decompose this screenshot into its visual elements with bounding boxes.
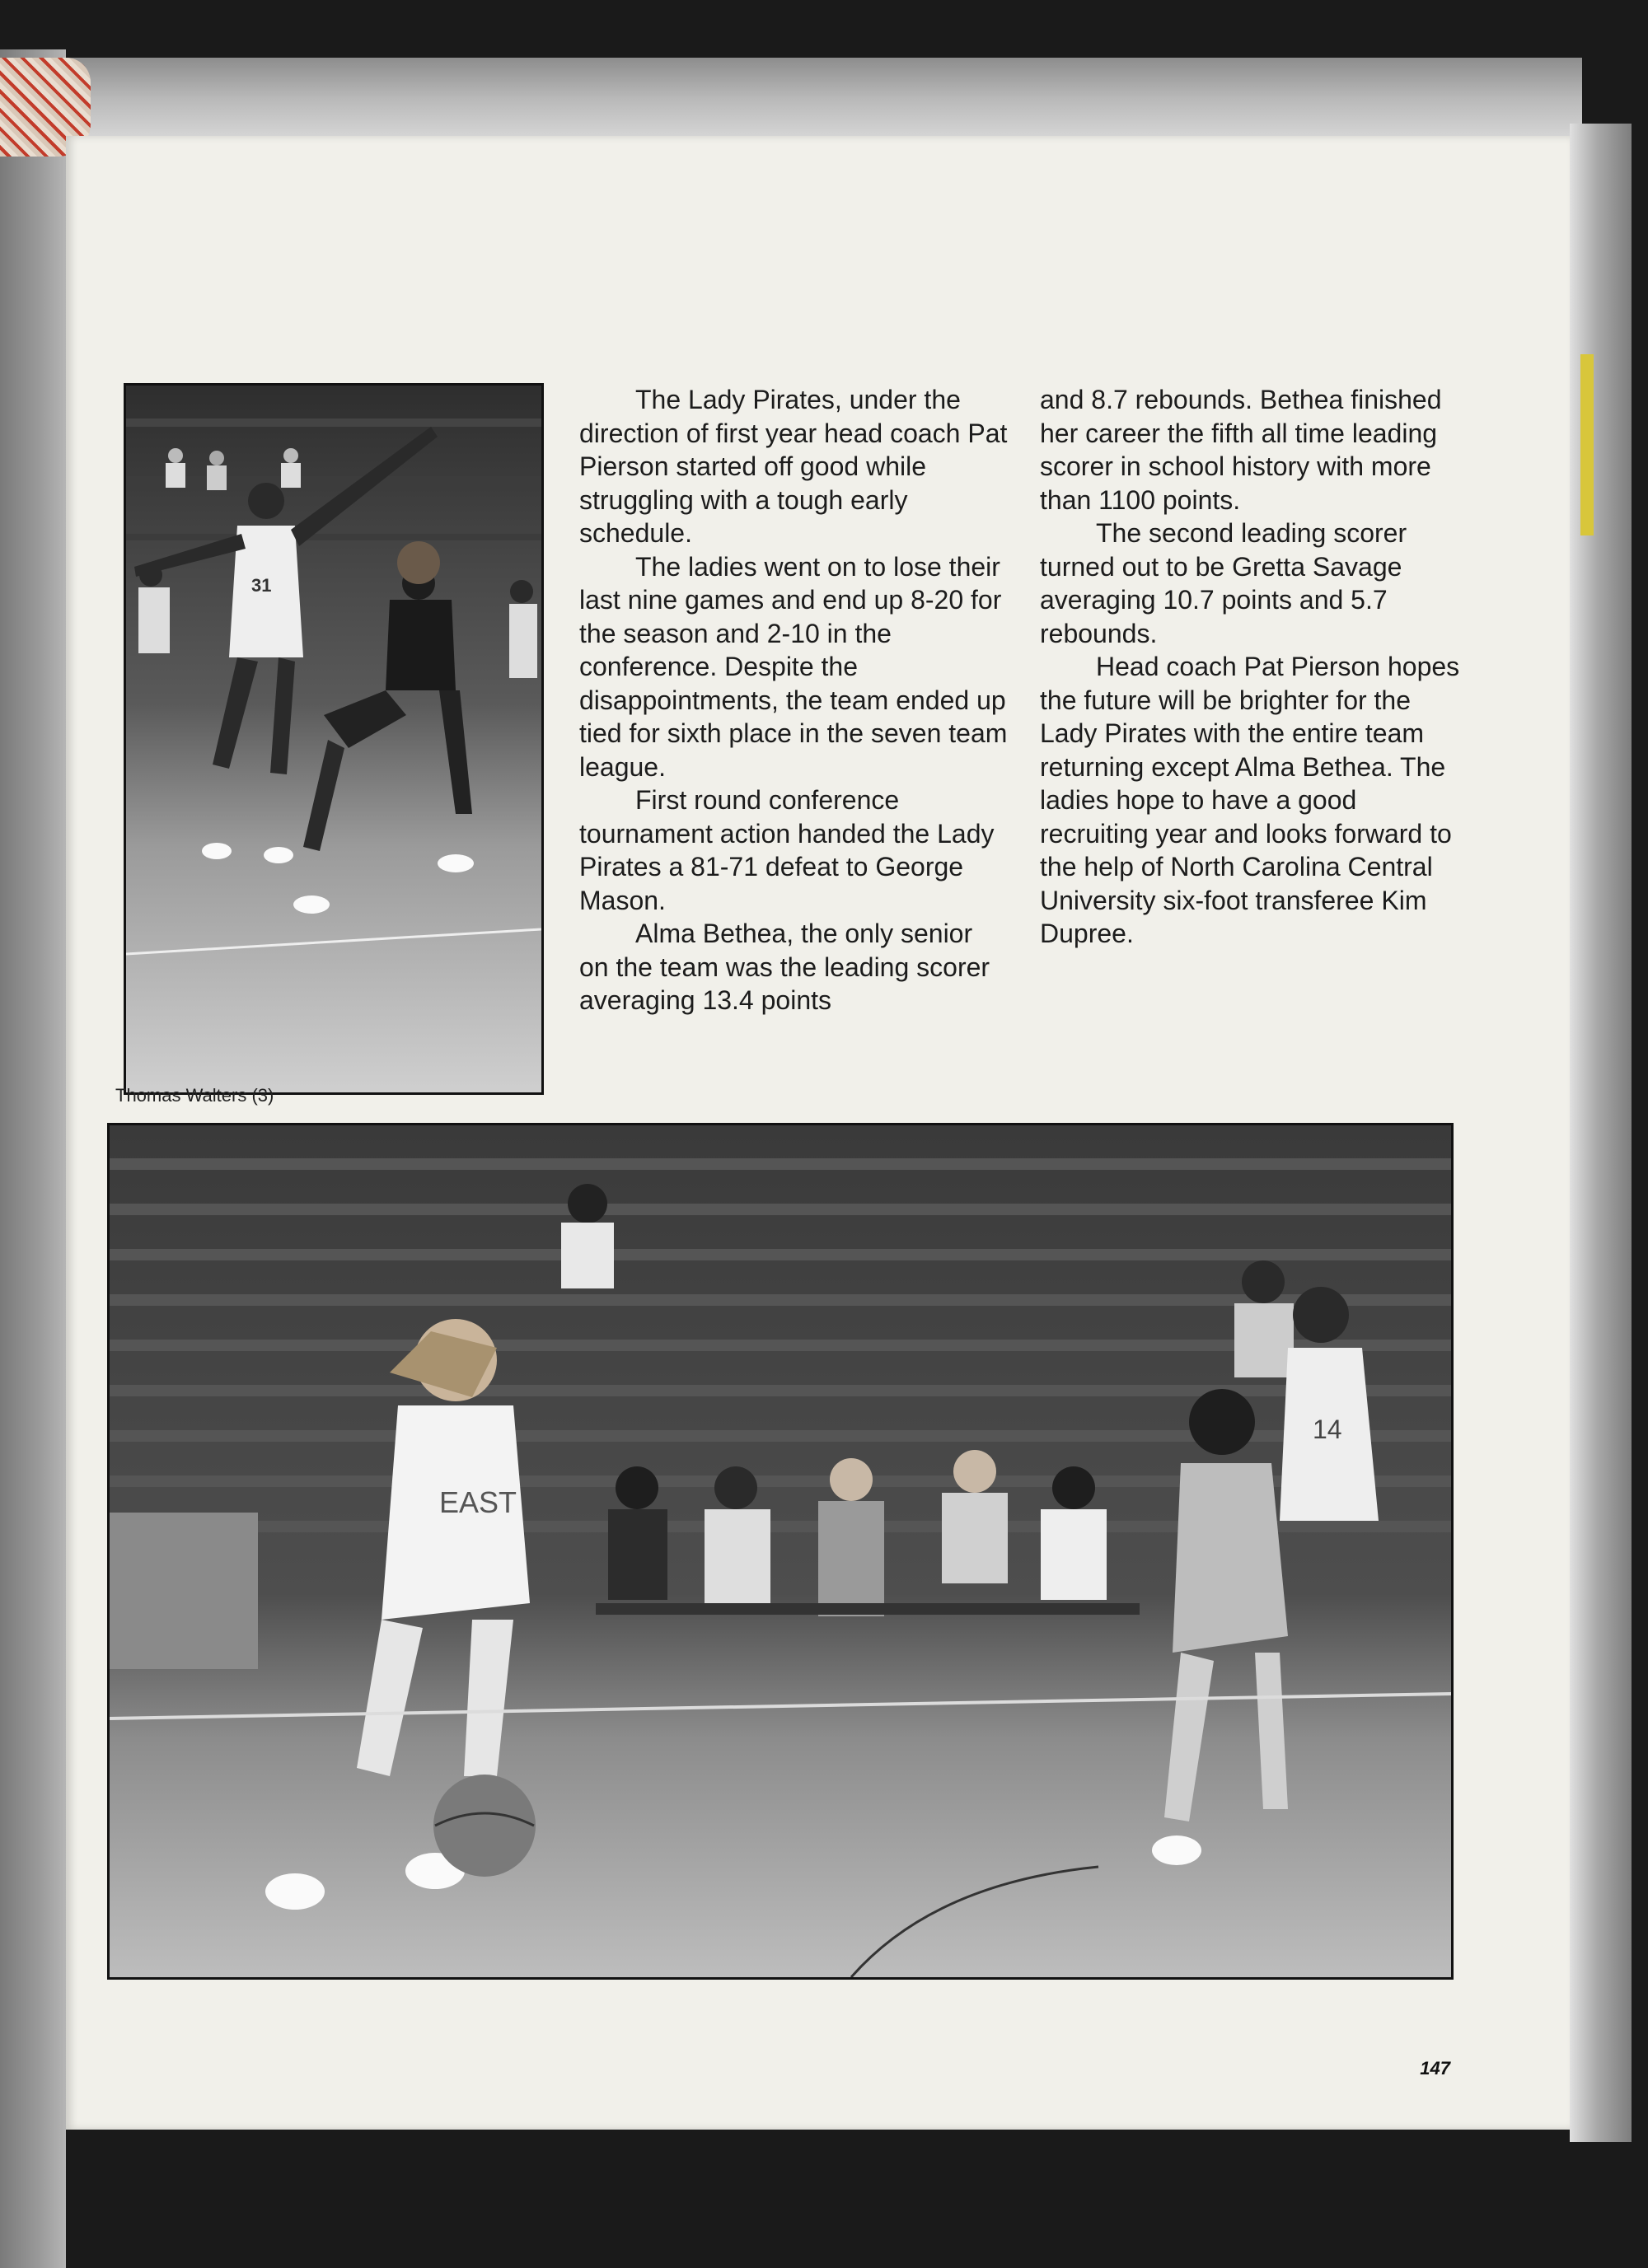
- article-paragraph: and 8.7 rebounds. Bethea finished her career the fifth all time leading scorer in school history with more than 1100 points.: [1040, 385, 1442, 515]
- basketball-layup-photo: [124, 383, 544, 1095]
- photo-credit: Thomas Walters (3): [115, 1085, 274, 1106]
- article-column-1: [579, 383, 1008, 1017]
- article-column-2: [1040, 383, 1468, 951]
- page-number: 147: [1420, 2058, 1450, 2079]
- svg-text:EAST: EAST: [439, 1485, 517, 1519]
- svg-text:31: 31: [251, 575, 272, 596]
- book-top-edge: [66, 58, 1582, 140]
- basketball-dribble-photo: [107, 1123, 1454, 1980]
- article-paragraph: First round conference tournament action handed the Lady Pirates a 81-71 defeat to George Mason.: [579, 785, 995, 915]
- book-binding: [0, 49, 66, 2268]
- article-paragraph: The second leading scorer turned out to be Gretta Savage averaging 10.7 points and 5.7 rebounds.: [1040, 518, 1407, 648]
- article-paragraph: Head coach Pat Pierson hopes the future will be brighter for the Lady Pirates with the entire team returning except Alma Bethea. The ladies hope to have a good recruiting year and looks forward to the help of North Carolina Central University six-foot transferee Kim Dupree.: [1040, 652, 1460, 948]
- article-paragraph: Alma Bethea, the only senior on the team was the leading scorer averaging 13.4 points: [579, 919, 990, 1015]
- page-stack-edge: [1570, 124, 1632, 2142]
- article-paragraph: The ladies went on to lose their last nine games and end up 8-20 for the season and 2-10 in the conference. Despite the disappointments, the team ended up tied for sixth place in the seven team league.: [579, 551, 1008, 782]
- svg-text:14: 14: [1313, 1415, 1342, 1444]
- article-paragraph: The Lady Pirates, under the direction of first year head coach Pat Pierson started off good while struggling with a tough early schedule.: [579, 385, 1008, 548]
- page-tab: [1580, 354, 1594, 535]
